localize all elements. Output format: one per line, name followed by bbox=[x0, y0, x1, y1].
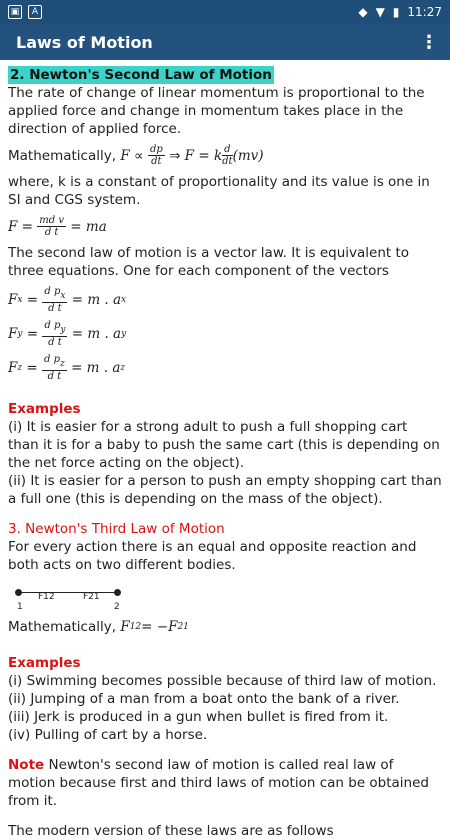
list-item: (iii) Jerk is produced in a gun when bullet is fired from it. bbox=[8, 709, 389, 725]
force-line bbox=[18, 592, 118, 593]
section3-intro: For every action there is an equal and opposite reaction and both acts on two different bodies. bbox=[8, 539, 417, 573]
fraction: $\frac{d}{dt}$ bbox=[222, 144, 233, 167]
list-item: (i) Swimming becomes possible because of third law of motion. bbox=[8, 673, 437, 689]
clock: 11:27 bbox=[407, 5, 442, 19]
vector-text: The second law of motion is a vector law. It is equivalent to three equations. One for each component of the vectors bbox=[8, 245, 410, 279]
force-diagram bbox=[8, 582, 442, 612]
eq-fx: F x = $\frac{\text{d px}}{\text{d t}}$ = m . a x bbox=[8, 286, 127, 314]
note: Note Newton's second law of motion is called real law of motion because first and third laws of motion can be obtained from it. bbox=[8, 757, 429, 809]
list-item: (iv) Pulling of cart by a horse. bbox=[8, 727, 208, 743]
eq-fy: F y = $\frac{\text{d py}}{\text{d t}}$ = m . a y bbox=[8, 320, 127, 348]
image-icon: ▣ bbox=[8, 5, 22, 19]
fraction: $\frac{dp}{dt}$ bbox=[149, 144, 163, 167]
body-2-dot bbox=[114, 589, 121, 596]
footer-text: The modern version of these laws are as follows bbox=[8, 823, 334, 839]
examples-title: Examples bbox=[8, 401, 81, 417]
page-title: Laws of Motion bbox=[16, 32, 153, 52]
body-1-dot bbox=[15, 589, 22, 596]
f12-label: F12 bbox=[38, 592, 55, 602]
battery-icon: ▮ bbox=[392, 5, 400, 19]
where-text: where, k is a constant of proportionality and its value is one in SI and CGS system. bbox=[8, 174, 430, 208]
eq-f-ma: F = $\frac{\text{md v}}{\text{d t}}$ = ma bbox=[8, 215, 107, 238]
list-item: (ii) Jumping of a man from a boat onto the bank of a river. bbox=[8, 691, 400, 707]
examples-title: Examples bbox=[8, 655, 81, 671]
list-item: (ii) It is easier for a person to push an empty shopping cart than a full one (this is depending on the mass of the object). bbox=[8, 473, 442, 507]
status-bar bbox=[0, 0, 450, 24]
body-2-label: 2 bbox=[114, 602, 120, 612]
a-icon: A bbox=[28, 5, 42, 19]
wifi-icon: ▼ bbox=[375, 5, 385, 19]
eq-fz: F z = $\frac{\text{d pz}}{\text{d t}}$ = m . a z bbox=[8, 354, 126, 382]
eq-third-law: Mathematically, F 12 = −F 21 bbox=[8, 619, 189, 635]
signal-icon: ◆ bbox=[358, 5, 368, 19]
section2-intro: The rate of change of linear momentum is proportional to the applied force and change in momentum takes place in the direction of applied force. bbox=[8, 85, 425, 137]
section-heading-2: 2. Newton's Second Law of Motion bbox=[10, 67, 272, 83]
more-vert-icon[interactable]: ⋮ bbox=[420, 31, 438, 53]
eq-second-law: Mathematically, F ∝ $\frac{dp}{dt}$ ⇒ F = k $\frac{d}{dt}$ (mv) bbox=[8, 144, 264, 167]
body-1-label: 1 bbox=[17, 602, 23, 612]
list-item: (i) It is easier for a strong adult to push a full shopping cart than it is for a baby to push the same cart (this is depending on the net force acting on the object). bbox=[8, 419, 440, 471]
section-heading-3: 3. Newton's Third Law of Motion bbox=[8, 521, 225, 537]
content bbox=[0, 60, 450, 840]
f21-label: F21 bbox=[83, 592, 100, 602]
app-bar bbox=[0, 24, 450, 60]
